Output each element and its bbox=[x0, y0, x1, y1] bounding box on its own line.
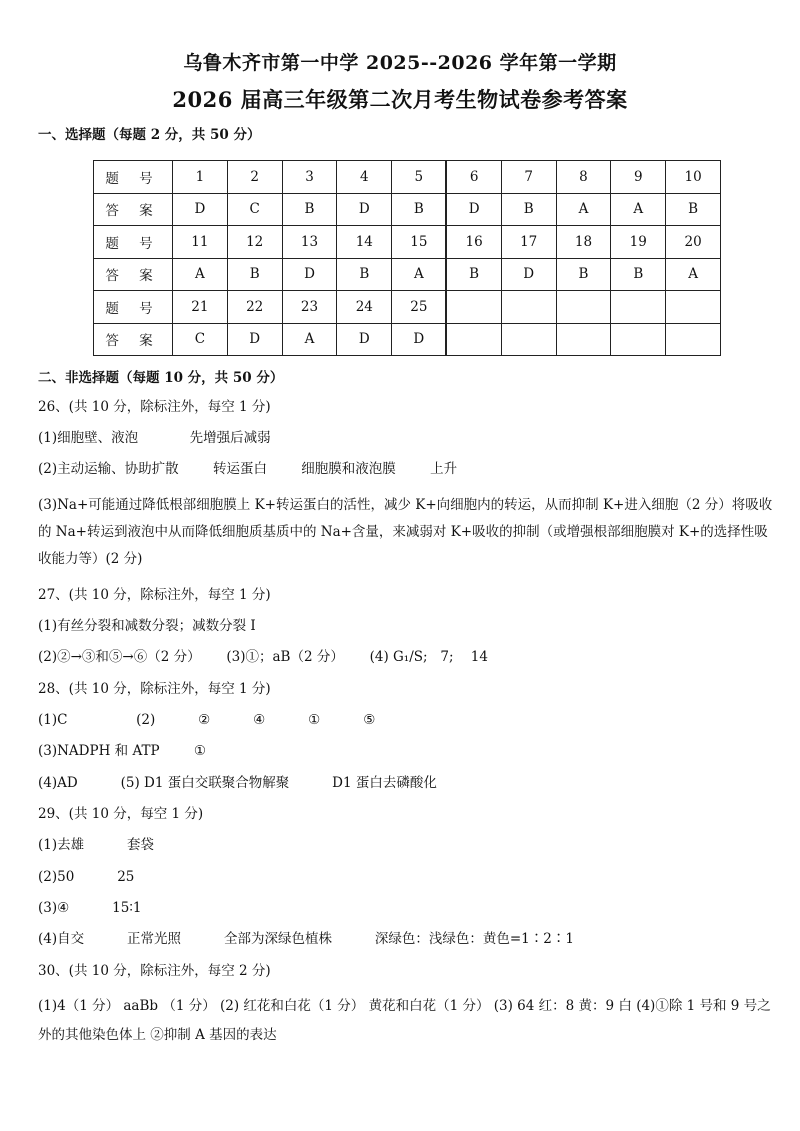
q27-header: 27、(共 10 分，除标注外，每空 1 分) bbox=[38, 587, 271, 603]
answer-cell: B bbox=[282, 193, 337, 226]
answer-cell: B bbox=[446, 258, 501, 291]
question-number-cell: 19 bbox=[611, 226, 666, 259]
q28-header: 28、(共 10 分，除标注外，每空 1 分) bbox=[38, 681, 271, 697]
empty-cell bbox=[556, 323, 611, 356]
question-number-cell: 1 bbox=[173, 161, 228, 194]
answer-cell: D bbox=[501, 258, 556, 291]
question-number-cell: 22 bbox=[227, 291, 282, 324]
answer-cell: D bbox=[227, 323, 282, 356]
section-choice-title: 一、选择题（每题 2 分，共 50 分） bbox=[38, 127, 261, 143]
answer-cell: B bbox=[556, 258, 611, 291]
question-number-cell: 20 bbox=[666, 226, 721, 259]
answer-cell: D bbox=[173, 193, 228, 226]
answer-cell: B bbox=[392, 193, 447, 226]
empty-cell bbox=[446, 291, 501, 324]
q29-header: 29、(共 10 分，每空 1 分) bbox=[38, 806, 204, 822]
answer-cell: D bbox=[337, 323, 392, 356]
answer-cell: A bbox=[666, 258, 721, 291]
q29-answer-3: (3)④ 15∶1 bbox=[38, 900, 142, 916]
answer-cell: D bbox=[446, 193, 501, 226]
question-number-cell: 11 bbox=[173, 226, 228, 259]
question-number-cell: 14 bbox=[337, 226, 392, 259]
question-number-cell: 10 bbox=[666, 161, 721, 194]
document-title-line1: 乌鲁木齐市第一中学 2025--2026 学年第一学期 bbox=[183, 52, 617, 74]
question-number-cell: 15 bbox=[392, 226, 447, 259]
answer-cell: A bbox=[282, 323, 337, 356]
section-nonchoice-title: 二、非选择题（每题 10 分，共 50 分） bbox=[38, 370, 284, 386]
answer-cell: C bbox=[173, 323, 228, 356]
question-number-label: 题 号 bbox=[94, 161, 173, 194]
q29-answer-2: (2)50 25 bbox=[38, 869, 135, 885]
empty-cell bbox=[501, 323, 556, 356]
question-number-cell: 13 bbox=[282, 226, 337, 259]
q29-answer-4: (4)自交 正常光照 全部为深绿色植株 深绿色：浅绿色：黄色=1∶2∶1 bbox=[38, 931, 574, 947]
q28-answer-2: (3)NADPH 和 ATP ① bbox=[38, 743, 206, 759]
question-number-cell: 25 bbox=[392, 291, 447, 324]
answer-cell: B bbox=[227, 258, 282, 291]
question-number-cell: 16 bbox=[446, 226, 501, 259]
table-row bbox=[94, 193, 721, 226]
q26-answer-3: (3)Na+可能通过降低根部细胞膜上 K+转运蛋白的活性，减少 K+向细胞内的转运，从而抑制 K+进入细胞（2 分）将吸收的 Na+转运到液泡中从而降低细胞质基质中的 Na+含量，来减弱对 K+吸收的抑制（或增强根部细胞膜对 K+的选择性吸收能力等）(2 分) bbox=[38, 497, 773, 567]
empty-cell bbox=[446, 323, 501, 356]
question-number-label: 题 号 bbox=[94, 291, 173, 324]
empty-cell bbox=[501, 291, 556, 324]
question-number-cell: 7 bbox=[501, 161, 556, 194]
question-number-cell: 12 bbox=[227, 226, 282, 259]
empty-cell bbox=[666, 291, 721, 324]
question-number-cell: 18 bbox=[556, 226, 611, 259]
q26-answer-2: (2)主动运输、协助扩散 转运蛋白 细胞膜和液泡膜 上升 bbox=[38, 461, 458, 477]
table-row bbox=[94, 226, 721, 259]
table-row bbox=[94, 323, 721, 356]
answer-cell: B bbox=[666, 193, 721, 226]
answer-label: 答 案 bbox=[94, 193, 173, 226]
q27-answer-1: (1)有丝分裂和减数分裂；减数分裂 I bbox=[38, 618, 256, 634]
answer-cell: A bbox=[392, 258, 447, 291]
choice-answer-table bbox=[93, 160, 721, 356]
answer-cell: C bbox=[227, 193, 282, 226]
q26-header: 26、(共 10 分，除标注外，每空 1 分) bbox=[38, 399, 271, 415]
table-row bbox=[94, 291, 721, 324]
answer-cell: D bbox=[282, 258, 337, 291]
answer-cell: B bbox=[337, 258, 392, 291]
answer-cell: A bbox=[173, 258, 228, 291]
answer-cell: A bbox=[556, 193, 611, 226]
empty-cell bbox=[666, 323, 721, 356]
answer-label: 答 案 bbox=[94, 323, 173, 356]
question-number-cell: 9 bbox=[611, 161, 666, 194]
question-number-cell: 6 bbox=[446, 161, 501, 194]
answer-cell: B bbox=[611, 258, 666, 291]
answer-cell: D bbox=[337, 193, 392, 226]
empty-cell bbox=[611, 291, 666, 324]
q27-answer-2: (2)②→③和⑤→⑥（2 分） (3)①；aB（2 分） (4) G₁/S; 7; 14 bbox=[38, 649, 488, 665]
q30-header: 30、(共 10 分，除标注外，每空 2 分) bbox=[38, 963, 271, 979]
question-number-cell: 21 bbox=[173, 291, 228, 324]
answer-cell: B bbox=[501, 193, 556, 226]
question-number-cell: 3 bbox=[282, 161, 337, 194]
document-title-line2: 2026 届高三年级第二次月考生物试卷参考答案 bbox=[172, 87, 628, 112]
q30-answer-1: (1)4（1 分） aaBb （1 分） (2) 红花和白花（1 分） 黄花和白花（1 分） (3) 64 红：8 黄：9 白 (4)①除 1 号和 9 号之外的其他染色体上 ②抑制 A 基因的表达 bbox=[38, 998, 771, 1043]
question-number-cell: 8 bbox=[556, 161, 611, 194]
answer-label: 答 案 bbox=[94, 258, 173, 291]
question-number-cell: 2 bbox=[227, 161, 282, 194]
question-number-cell: 23 bbox=[282, 291, 337, 324]
question-number-cell: 5 bbox=[392, 161, 447, 194]
question-number-cell: 17 bbox=[501, 226, 556, 259]
question-number-cell: 24 bbox=[337, 291, 392, 324]
q28-answer-1: (1)C (2) ② ④ ① ⑤ bbox=[38, 712, 376, 728]
empty-cell bbox=[611, 323, 666, 356]
table-row bbox=[94, 258, 721, 291]
q29-answer-1: (1)去雄 套袋 bbox=[38, 837, 155, 853]
question-number-label: 题 号 bbox=[94, 226, 173, 259]
answer-cell: A bbox=[611, 193, 666, 226]
q28-answer-3: (4)AD (5) D1 蛋白交联聚合物解聚 D1 蛋白去磷酸化 bbox=[38, 775, 437, 791]
answer-cell: D bbox=[392, 323, 447, 356]
empty-cell bbox=[556, 291, 611, 324]
question-number-cell: 4 bbox=[337, 161, 392, 194]
q26-answer-1: (1)细胞壁、液泡 先增强后减弱 bbox=[38, 430, 271, 446]
table-row bbox=[94, 161, 721, 194]
